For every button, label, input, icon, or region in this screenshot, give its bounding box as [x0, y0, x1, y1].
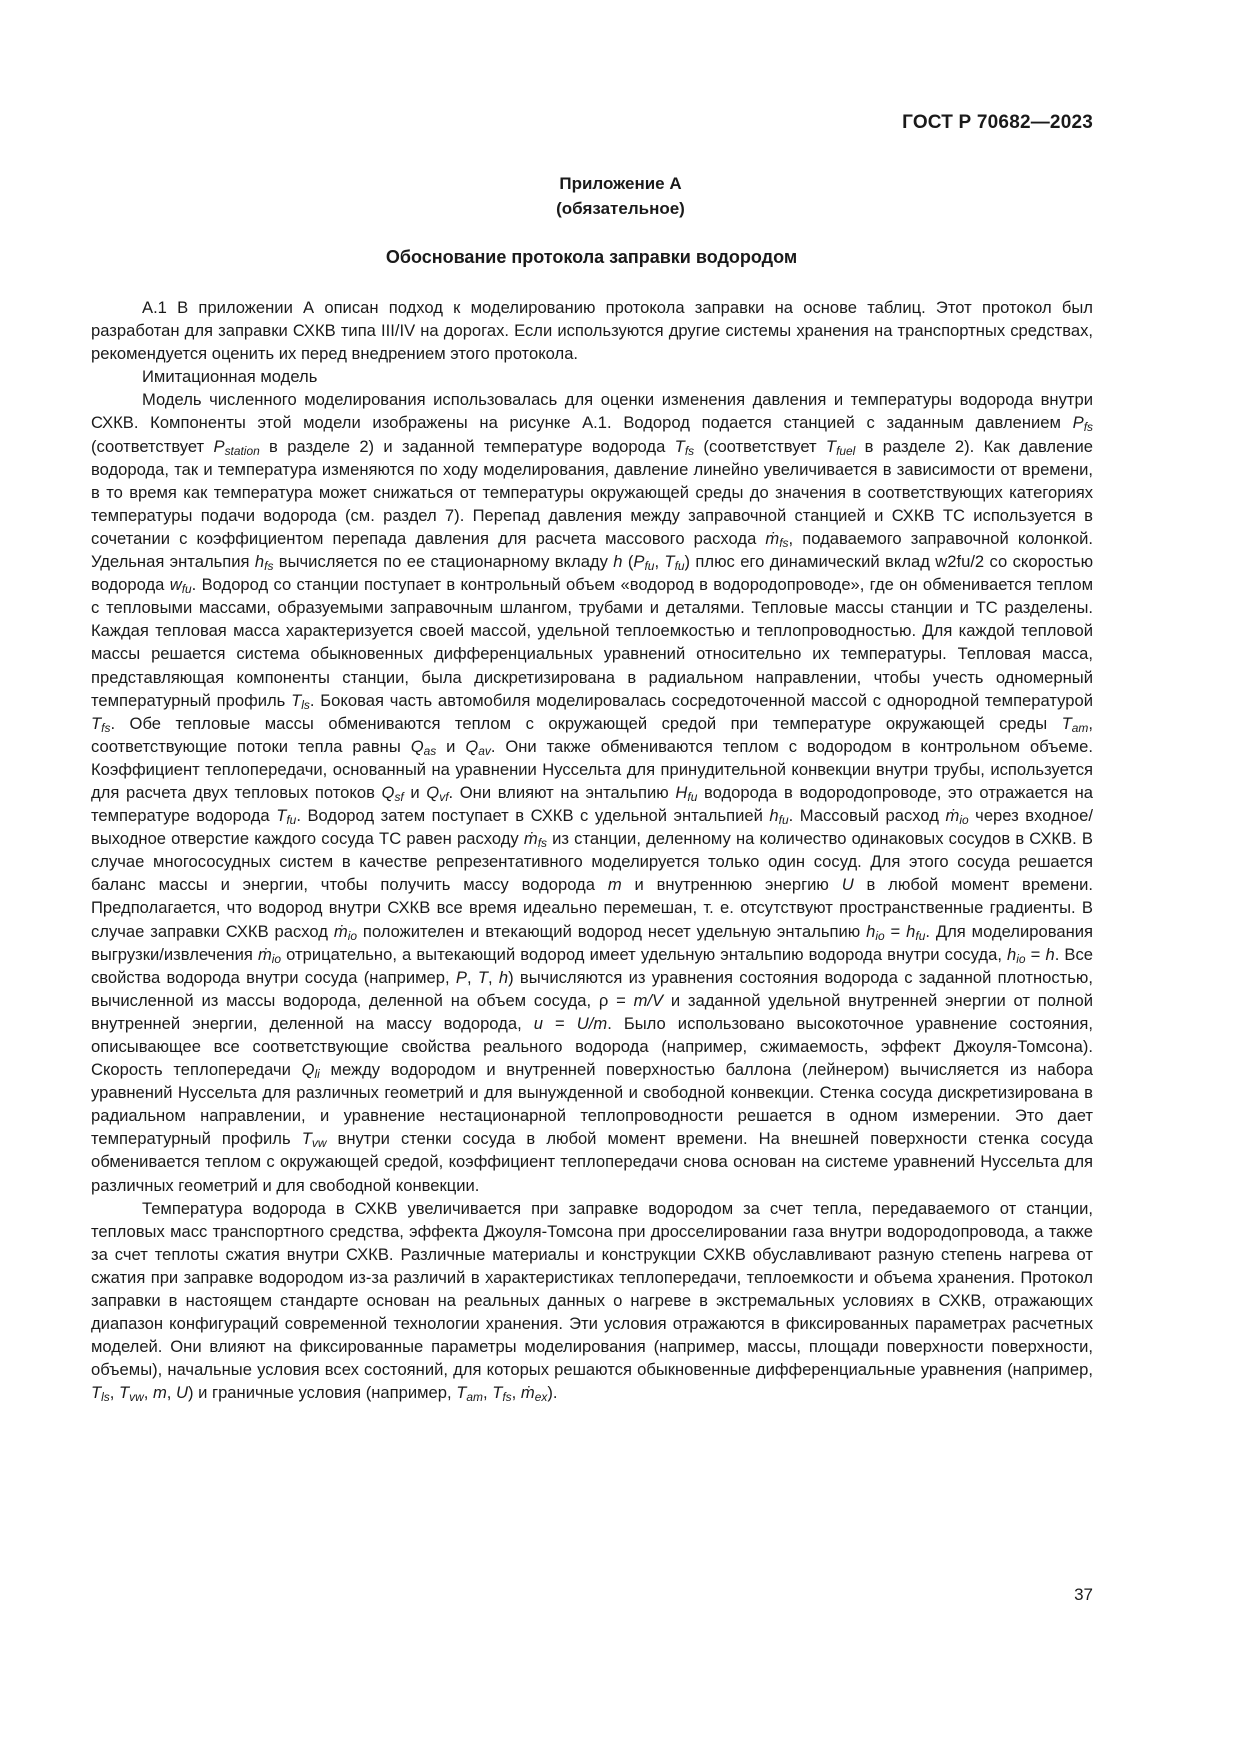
page-number: 37 [1074, 1585, 1093, 1604]
paragraph: Температура водорода в СХКВ увеличивается при заправке водородом за счет тепла, передаваемого от станции, тепловых масс транспортного средства, эффекта Джоуля-Томсона при дросселировании газа внутри водородопровода, а также за счет теплоты сжатия внутри СХКВ. Различные материалы и конструкции СХКВ обуславливают разную степень нагрева от сжатия при заправке водородом из-за различий в характеристиках теплопередачи, теплоемкости и объема хранения. Протокол заправки в настоящем стандарте основан на реальных данных о нагреве в экстремальных условиях в СХКВ, отражающих диапазон конфигураций современной технологии хранения. Эти условия отражаются в фиксированных параметрах расчетных моделей. Они влияют на фиксированные параметры моделирования (например, массы, площади поверхности поверхности, объемы), начальные условия всех состояний, для которых решаются обыкновенные дифференциальные уравнения (например, $T_{ls}$, $T_{vw}$, m, U) и граничные условия (например, $T_{am}$, $T_{fs}$, ṁ$_{ex}$). [91, 1198, 1093, 1405]
annex-label: Приложение А [559, 174, 682, 193]
paragraph: Модель численного моделирования использовалась для оценки изменения давления и температуры водорода внутри СХКВ. Компоненты этой модели изображены на рисунке А.1. Водород подается станцией с заданным давлением $P_{fs}$ (соответствует $P_{station}$ в разделе 2) и заданной температуре водорода $T_{fs}$ (соответствует $T_{fuel}$ в разделе 2). Как давление водорода, так и температура изменяются по ходу моделирования, давление линейно увеличивается в зависимости от времени, в то время как температура может снижаться от температуры окружающей среды до значения в соответствующих категориях температуры подачи водорода (см. раздел 7). Перепад давления между заправочной станцией и СХКВ ТС используется в сочетании с коэффициентом перепада давления для расчета массового расхода ṁ$_{fs}$, подаваемого заправочной колонкой. Удельная энтальпия $h_{fs}$ вычисляется по ее стационарному вкладу h ($P_{fu}$, $T_{fu}$) плюс его динамический вклад w2fu/2 со скоростью водорода $w_{fu}$. Водород со станции поступает в контрольный объем «водород в водородопроводе», где он обменивается теплом с тепловыми массами, образуемыми заправочным шлангом, трубами и деталями. Тепловые массы станции и ТС разделены. Каждая тепловая масса характеризуется своей массой, удельной теплоемкостью и теплопроводностью. Для каждой тепловой массы решается система обыкновенных дифференциальных уравнений относительно их температуры. Тепловая масса, представляющая компоненты станции, была дискретизирована в радиальном направлении, чтобы учесть одномерный температурный профиль $T_{ls}$. Боковая часть автомобиля моделировалась сосредоточенной массой с однородной температурой $T_{fs}$. Обе тепловые массы обмениваются теплом с окружающей средой при температуре окружающей среды $T_{am}$, соответствующие потоки тепла равны $Q_{as}$ и $Q_{av}$. Они также обмениваются теплом с водородом в контрольном объеме. Коэффициент теплопередачи, основанный на уравнении Нуссельта для принудительной конвекции внутри трубы, используется для расчета двух тепловых потоков $Q_{sf}$ и $Q_{vf}$. Они влияют на энтальпию $H_{fu}$ водорода в водородопроводе, это отражается на температуре водорода $T_{fu}$. Водород затем поступает в СХКВ с удельной энтальпией $h_{fu}$. Массовый расход ṁ$_{io}$ через входное/выходное отверстие каждого сосуда ТС равен расходу ṁ$_{fs}$ из станции, деленному на количество одинаковых сосудов в СХКВ. В случае многососудных систем в качестве репрезентативного моделируется только один сосуд. Для этого сосуда решается баланс массы и энергии, чтобы получить массу водорода m и внутреннюю энергию U в любой момент времени. Предполагается, что водород внутри СХКВ все время идеально перемешан, т. е. отсутствуют пространственные градиенты. В случае заправки СХКВ расход ṁ$_{io}$ положителен и втекающий водород несет удельную энтальпию $h_{io} = h_{fu}$. Для моделирования выгрузки/извлечения ṁ$_{io}$ отрицательно, а вытекающий водород имеет удельную энтальпию водорода внутри сосуда, $h_{io} = h$. Все свойства водорода внутри сосуда (например, P, T, h) вычисляются из уравнения состояния водорода с заданной плотностью, вычисленной из массы водорода, деленной на объем сосуда, ρ = m/V и заданной удельной внутренней энергии от полной внутренней энергии, деленной на массу водорода, u = U/m. Было использовано высокоточное уравнение состояния, описывающее все соответствующие свойства реального водорода (например, сжимаемость, эффект Джоуля-Томсона). Скорость теплопередачи $Q_{li}$ между водородом и внутренней поверхностью баллона (лейнером) вычисляется из набора уравнений Нуссельта для различных геометрий и для вынужденной и свободной конвекции. Стенка сосуда дискретизирована в радиальном направлении, и уравнение нестационарной теплопроводности решается в одном измерении. Это дает температурный профиль $T_{vw}$ внутри стенки сосуда в любой момент времени. На внешней поверхности стенка сосуда обменивается теплом с окружающей средой, коэффициент теплопередачи снова основан на системе уравнений Нуссельта для различных геометрий и для свободной конвекции. [91, 390, 1094, 1195]
annex-title: Обоснование протокола заправки водородом [385, 247, 798, 267]
subheading: Имитационная модель [142, 367, 318, 387]
annex-status: (обязательное) [556, 199, 685, 218]
body-text [91, 296, 1093, 1405]
annex-heading [0, 171, 1241, 221]
document-code: ГОСТ Р 70682—2023 [902, 112, 1093, 133]
paragraph: А.1 В приложении А описан подход к моделированию протокола заправки на основе таблиц. Этот протокол был разработан для заправки СХКВ типа III/IV на дорогах. Если используются другие системы хранения на транспортных средствах, рекомендуется оценить их перед внедрением этого протокола. [91, 298, 1093, 364]
